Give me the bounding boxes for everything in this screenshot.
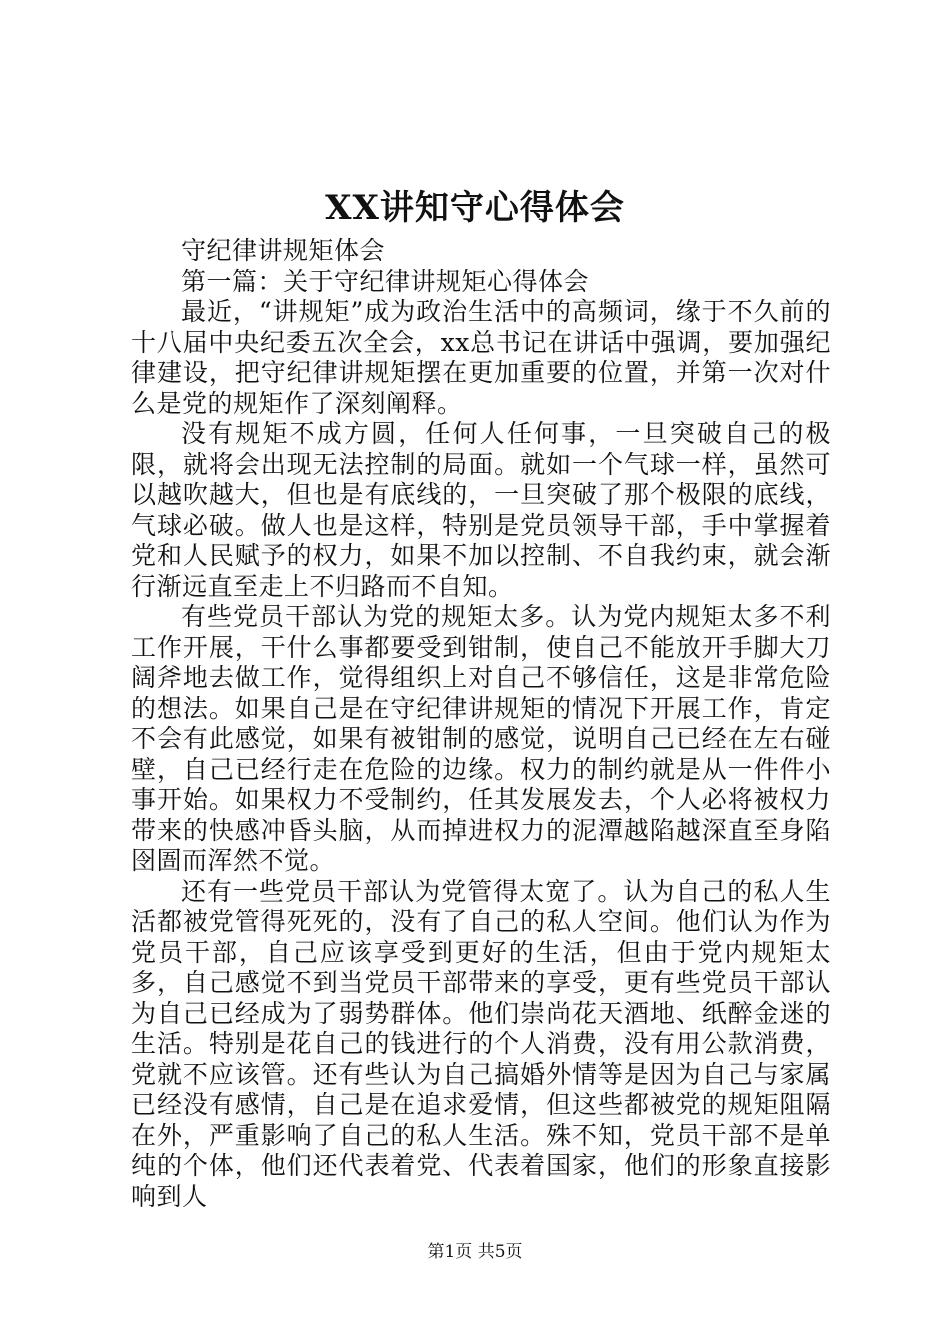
- paragraph: 第一篇：关于守纪律讲规矩心得体会: [181, 266, 590, 296]
- paragraph: 有些党员干部认为党的规矩太多。认为党内规矩太多不利工作开展，干什么事都要受到钳制，使自己不能放开手脚大刀阔斧地去做工作，觉得组织上对自己不够信任，这是非常危险的想法。如果自己是在守纪律讲规矩的情况下开展工作，肯定不会有此感觉，如果有被钳制的感觉，说明自己已经在左右碰壁，自己已经行走在危险的边缘。权力的制约就是从一件件小事开始。如果权力不受制约，任其发展发去，个人必将被权力带来的快感冲昏头脑，从而掉进权力的泥潭越陷越深直至身陷囹圄而浑然不觉。: [131, 602, 831, 875]
- document-title: XX讲知守心得体会: [325, 188, 625, 228]
- document-body: [131, 236, 831, 1212]
- paragraph: 守纪律讲规矩体会: [181, 236, 386, 265]
- paragraph: 最近，“讲规矩”成为政治生活中的高频词，缘于不久前的十八届中央纪委五次全会，xx总书记在讲话中强调，要加强纪律建设，把守纪律讲规矩摆在更加重要的位置，并第一次对什么是党的规矩作了深刻阐释。: [131, 297, 831, 418]
- paragraph: 没有规矩不成方圆，任何人任何事，一旦突破自己的极限，就将会出现无法控制的局面。就如一个气球一样，虽然可以越吹越大，但也是有底线的，一旦突破了那个极限的底线，气球必破。做人也是这样，特别是党员领导干部，手中掌握着党和人民赋予的权力，如果不加以控制、不自我约束，就会渐行渐远直至走上不归路而不自知。: [131, 419, 831, 601]
- paragraph: 还有一些党员干部认为党管得太宽了。认为自己的私人生活都被党管得死死的，没有了自己的私人空间。他们认为作为党员干部，自己应该享受到更好的生活，但由于党内规矩太多，自己感觉不到当党员干部带来的享受，更有些党员干部认为自己已经成为了弱势群体。他们崇尚花天酒地、纸醉金迷的生活。特别是花自己的钱进行的个人消费，没有用公款消费，党就不应该管。还有些认为自己搞婚外情等是因为自己与家属已经没有感情，自己是在追求爱情，但这些都被党的规矩阻隔在外，严重影响了自己的私人生活。殊不知，党员干部不是单纯的个体，他们还代表着党、代表着国家，他们的形象直接影响到人: [131, 876, 831, 1211]
- page-number-footer: 第1页 共5页: [427, 1242, 523, 1262]
